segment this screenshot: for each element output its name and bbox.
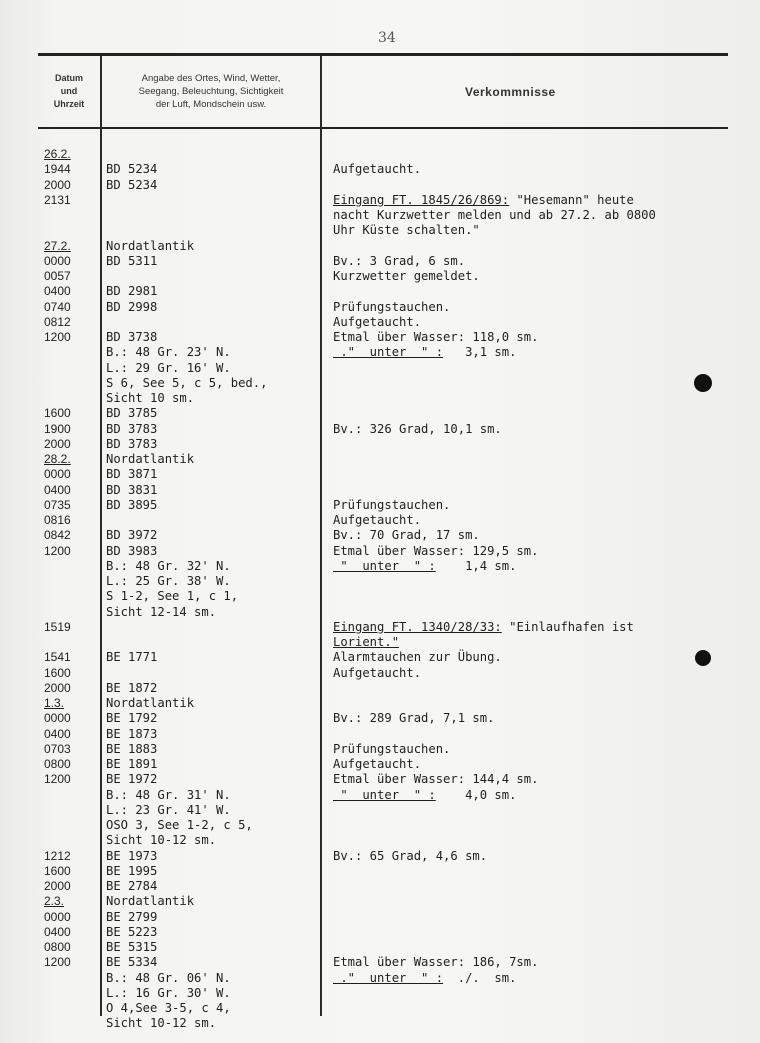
row-event-text: "Hesemann" heute (509, 192, 634, 207)
log-row (0, 772, 760, 786)
row-event-text: Bv.: 289 Grad, 7,1 sm. (333, 711, 495, 726)
header-col2-line: Angabe des Ortes, Wind, Wetter, (141, 73, 281, 84)
row-position: S 6, See 5, c 5, bed., (106, 375, 268, 390)
row-event-underlined: ." unter " : (333, 970, 444, 985)
log-row (0, 483, 760, 497)
row-time: 1519 (44, 619, 71, 634)
row-time: 2131 (44, 192, 71, 207)
row-event (333, 162, 421, 176)
log-row (0, 757, 760, 771)
row-event-text: nacht Kurzwetter melden und ab 27.2. ab 0800 (333, 208, 656, 222)
log-row (0, 742, 760, 756)
row-time: 0842 (44, 528, 71, 543)
row-event-text: Etmal über Wasser: 118,0 sm. (333, 330, 539, 344)
row-time: 0000 (44, 467, 71, 482)
row-position: BE 5334 (106, 955, 158, 970)
row-event (333, 772, 538, 786)
row-position: BD 5311 (106, 253, 158, 268)
row-event-text: Bv.: 70 Grad, 17 sm. (333, 528, 480, 543)
row-position: Nordatlantik (106, 894, 195, 909)
log-row (0, 528, 760, 542)
row-event (333, 544, 538, 558)
row-position: BE 1972 (106, 772, 158, 787)
log-row (0, 696, 760, 710)
row-time: 0000 (44, 909, 71, 924)
log-row (0, 559, 760, 573)
row-time: 0000 (44, 253, 71, 268)
row-time: 0740 (44, 299, 71, 314)
row-position: BE 1891 (106, 757, 158, 771)
row-event (333, 208, 656, 222)
log-row (0, 727, 760, 741)
row-event-text: Etmal über Wasser: 144,4 sm. (333, 772, 539, 787)
row-time: 1200 (44, 772, 71, 787)
row-event-text: 1,4 sm. (435, 558, 517, 573)
log-row (0, 940, 760, 954)
row-position: BD 2998 (106, 299, 158, 314)
row-position: BE 5315 (106, 940, 158, 954)
row-event-text: ./. sm. (443, 970, 517, 985)
log-row (0, 635, 760, 649)
row-event (333, 300, 450, 314)
log-row (0, 422, 760, 436)
log-row (0, 162, 760, 176)
row-position: B.: 48 Gr. 06' N. (106, 970, 231, 985)
row-time: 2000 (44, 177, 71, 192)
row-time: 2000 (44, 680, 71, 695)
row-position: BD 3785 (106, 406, 158, 421)
row-time: 1.3. (44, 696, 65, 710)
row-position: BE 1973 (106, 848, 158, 863)
top-rule (38, 53, 728, 56)
row-event-text: Aufgetaucht. (333, 162, 422, 177)
log-row (0, 467, 760, 481)
log-row (0, 544, 760, 558)
row-position: B.: 48 Gr. 23' N. (106, 345, 231, 360)
log-row (0, 1016, 760, 1030)
row-time: 0735 (44, 497, 71, 512)
log-row (0, 345, 760, 359)
log-row (0, 650, 760, 664)
row-position: Nordatlantik (106, 696, 195, 710)
row-position: BD 3871 (106, 467, 158, 482)
row-position: BD 3831 (106, 482, 158, 497)
row-event-text: Prüfungstauchen. (333, 497, 451, 512)
log-row (0, 849, 760, 863)
log-row (0, 605, 760, 619)
row-time: 2000 (44, 436, 71, 451)
log-row (0, 315, 760, 329)
row-time: 0057 (44, 269, 71, 283)
row-time: 26.2. (44, 147, 71, 161)
log-row (0, 391, 760, 405)
log-row (0, 284, 760, 298)
log-row (0, 864, 760, 878)
row-event-text: Bv.: 65 Grad, 4,6 sm. (333, 848, 488, 863)
row-position: B.: 48 Gr. 31' N. (106, 787, 231, 802)
row-position: BD 3972 (106, 528, 158, 543)
log-row (0, 818, 760, 832)
row-position: BE 1873 (106, 726, 158, 741)
log-row (0, 833, 760, 847)
row-position: BD 3783 (106, 421, 158, 436)
row-event (333, 620, 634, 634)
row-time: 1212 (44, 848, 71, 863)
row-position: BE 1872 (106, 680, 158, 695)
log-row (0, 666, 760, 680)
row-event-text: Aufgetaucht. (333, 513, 422, 527)
header-col1-line: und (60, 86, 78, 96)
row-event-underlined: " unter " : (333, 558, 436, 573)
log-row (0, 254, 760, 268)
row-time: 0000 (44, 711, 71, 726)
row-time: 1944 (44, 162, 71, 177)
row-event (333, 269, 480, 283)
row-event (333, 757, 421, 771)
row-position: Sicht 12-14 sm. (106, 604, 217, 619)
row-event (333, 742, 450, 756)
row-time: 1200 (44, 330, 71, 344)
row-event (333, 528, 480, 542)
row-event-underlined: ." unter " : (333, 345, 444, 360)
row-position: BE 1995 (106, 863, 158, 878)
header-col2-line: Seegang, Beleuchtung, Sichtigkeit (138, 86, 284, 97)
log-row (0, 178, 760, 192)
row-position: Sicht 10-12 sm. (106, 1016, 217, 1031)
row-event-text: 4,0 sm. (435, 787, 517, 802)
log-row (0, 788, 760, 802)
row-position: O 4,See 3-5, c 4, (106, 1001, 231, 1015)
row-position: L.: 23 Gr. 41' W. (106, 802, 231, 817)
row-event (333, 254, 465, 268)
row-time: 0800 (44, 757, 71, 771)
row-event (333, 559, 516, 573)
row-event (333, 330, 538, 344)
row-position: Sicht 10-12 sm. (106, 833, 217, 848)
row-time: 1900 (44, 421, 71, 436)
ink-blot (695, 650, 711, 666)
log-row (0, 711, 760, 725)
row-event-underlined: " unter " : (333, 787, 436, 802)
row-position: BD 5234 (106, 162, 158, 177)
row-event (333, 788, 516, 802)
row-event (333, 498, 450, 512)
row-position: BE 1883 (106, 741, 158, 756)
row-position: L.: 29 Gr. 16' W. (106, 360, 231, 375)
row-event-text: Prüfungstauchen. (333, 741, 451, 756)
row-time: 0400 (44, 482, 71, 497)
row-event-text: Alarmtauchen zur Übung. (333, 650, 502, 665)
row-position: BD 3983 (106, 543, 158, 558)
row-position: L.: 16 Gr. 30' W. (106, 985, 231, 1000)
header-col1 (40, 72, 98, 111)
log-row (0, 239, 760, 253)
log-row (0, 971, 760, 985)
row-event (333, 971, 516, 985)
row-position: Nordatlantik (106, 238, 195, 253)
log-row (0, 208, 760, 222)
row-event (333, 193, 634, 207)
row-event-underlined: Lorient." (333, 635, 400, 649)
log-row (0, 498, 760, 512)
row-time: 0816 (44, 513, 71, 527)
log-row (0, 300, 760, 314)
row-event-text: Aufgetaucht. (333, 757, 422, 771)
row-position: BE 1792 (106, 711, 158, 726)
header-col3: Verkommnisse (465, 85, 556, 99)
row-position: Sicht 10 sm. (106, 391, 195, 405)
header-col1-line: Datum (54, 73, 83, 83)
row-time: 1541 (44, 650, 71, 665)
row-event-text: "Einlaufhafen ist (501, 619, 634, 634)
header-rule (38, 127, 728, 129)
log-row (0, 589, 760, 603)
row-event (333, 666, 421, 680)
row-event-underlined: Eingang FT. 1340/28/33: (333, 619, 502, 634)
log-row (0, 620, 760, 634)
row-event (333, 345, 516, 359)
row-event (333, 711, 494, 725)
log-row (0, 574, 760, 588)
row-event-text: Prüfungstauchen. (333, 299, 451, 314)
row-position: Nordatlantik (106, 452, 195, 466)
row-position: BE 2784 (106, 879, 158, 893)
row-event-text: Kurzwetter gemeldet. (333, 269, 480, 283)
row-event (333, 422, 502, 436)
log-row (0, 361, 760, 375)
row-event (333, 223, 480, 237)
log-row (0, 879, 760, 893)
row-time: 0400 (44, 726, 71, 741)
row-event-text: Aufgetaucht. (333, 314, 422, 329)
row-event-text: Etmal über Wasser: 186, 7sm. (333, 955, 539, 970)
row-event (333, 315, 421, 329)
row-event (333, 650, 502, 664)
row-time: 27.2. (44, 238, 71, 253)
log-row (0, 147, 760, 161)
log-row (0, 376, 760, 390)
row-time: 0812 (44, 314, 71, 329)
row-time: 2.3. (44, 894, 65, 909)
row-time: 1600 (44, 665, 71, 680)
row-event-text: Etmal über Wasser: 129,5 sm. (333, 543, 539, 558)
log-row (0, 803, 760, 817)
row-event (333, 513, 421, 527)
row-position: BD 2981 (106, 284, 158, 299)
log-row (0, 452, 760, 466)
header-col2-line: der Luft, Mondschein usw. (155, 99, 267, 110)
page-number: 34 (378, 30, 396, 46)
row-event-underlined: Eingang FT. 1845/26/869: (333, 192, 510, 207)
log-row (0, 513, 760, 527)
log-row (0, 894, 760, 908)
log-row (0, 330, 760, 344)
log-row (0, 269, 760, 283)
log-row (0, 406, 760, 420)
log-row (0, 193, 760, 207)
row-event-text: Uhr Küste schalten." (333, 223, 480, 238)
row-position: BD 5234 (106, 177, 158, 192)
log-row (0, 1001, 760, 1015)
log-row (0, 955, 760, 969)
header-col2 (104, 72, 318, 111)
ink-blot (694, 374, 712, 392)
row-time: 1200 (44, 543, 71, 558)
row-position: BD 3783 (106, 436, 158, 451)
row-position: BE 5223 (106, 924, 158, 939)
row-time: 0400 (44, 924, 71, 939)
log-row (0, 986, 760, 1000)
row-time: 2000 (44, 879, 71, 893)
row-position: S 1-2, See 1, c 1, (106, 589, 239, 604)
row-time: 1200 (44, 955, 71, 970)
row-position: BD 3738 (106, 330, 158, 344)
row-time: 1600 (44, 863, 71, 878)
row-event-text: Bv.: 3 Grad, 6 sm. (333, 253, 466, 268)
row-position: BD 3895 (106, 497, 158, 512)
row-position: OSO 3, See 1-2, c 5, (106, 818, 253, 832)
row-event (333, 955, 538, 969)
row-position: BE 1771 (106, 650, 158, 665)
log-row (0, 925, 760, 939)
row-position: B.: 48 Gr. 32' N. (106, 558, 231, 573)
row-time: 28.2. (44, 452, 71, 466)
row-event-text: 3,1 sm. (443, 345, 517, 360)
log-row (0, 681, 760, 695)
row-time: 1600 (44, 406, 71, 421)
row-event-text: Aufgetaucht. (333, 665, 422, 680)
row-time: 0400 (44, 284, 71, 299)
row-time: 0800 (44, 940, 71, 954)
row-position: L.: 25 Gr. 38' W. (106, 574, 231, 588)
row-event (333, 635, 399, 649)
row-time: 0703 (44, 741, 71, 756)
log-row (0, 910, 760, 924)
row-position: BE 2799 (106, 909, 158, 924)
log-row (0, 223, 760, 237)
row-event (333, 849, 487, 863)
row-event-text: Bv.: 326 Grad, 10,1 sm. (333, 421, 502, 436)
log-row (0, 437, 760, 451)
header-col1-line: Uhrzeit (53, 99, 85, 109)
